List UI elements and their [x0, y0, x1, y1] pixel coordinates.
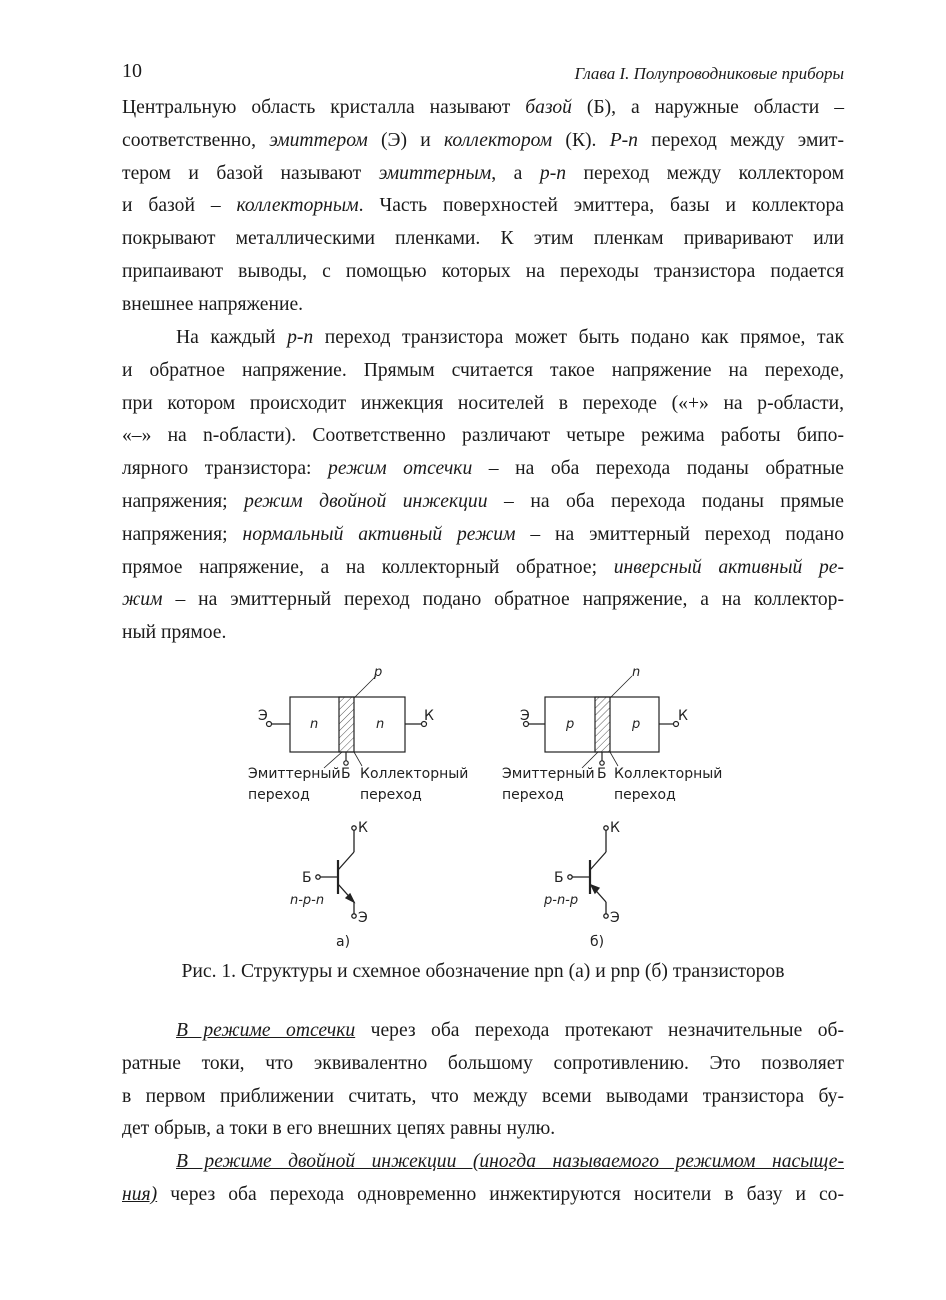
npn-base-region-label: p	[374, 665, 383, 680]
npn-emitter-region-label: n	[310, 717, 319, 732]
pnp-base-label: Б	[597, 766, 607, 782]
npn-collector-region-label: n	[376, 717, 385, 732]
pnp-type-label: p-n-p	[544, 893, 579, 908]
npn-collector-label: К	[424, 708, 434, 724]
npn-collector-junction-label: Коллекторный	[360, 766, 469, 782]
pnp-n-leader	[610, 676, 632, 698]
npn-collector-junction-label-2: переход	[360, 787, 422, 803]
npn-sym-base-label: Б	[302, 870, 312, 886]
npn-emitter-junction-label: Эмиттерный	[248, 766, 341, 782]
npn-structure	[267, 676, 427, 768]
text-line: припаивают выводы, с помощью которых на переходы транзистора подается	[122, 260, 844, 282]
text-line: внешнее напряжение.	[122, 293, 304, 315]
text-line: соответственно, эмиттером (Э) и коллектором (К). P-n переход между эмит-	[122, 129, 844, 151]
text-line: тером и базой называют эмиттерным, а p-n переход между коллектором	[122, 162, 844, 184]
text-line: ратные токи, что эквивалентно большому сопротивлению. Это позволяет	[122, 1052, 844, 1074]
text-line: лярного транзистора: режим отсечки – на оба перехода поданы обратные	[122, 458, 844, 480]
pnp-collector-junction-label: Коллекторный	[614, 766, 722, 782]
npn-sym-emitter-terminal	[352, 914, 356, 918]
text-line: В режиме отсечки через оба перехода протекают незначительные об-	[176, 1020, 844, 1041]
pnp-emitter-region-label: p	[566, 717, 575, 732]
paragraph-1	[122, 92, 844, 322]
text-line: покрывают металлическими пленками. К этим пленкам приваривают или	[122, 228, 844, 250]
transistor-figure	[238, 662, 722, 952]
figure-sublabel-a: а)	[336, 934, 351, 950]
text-line: ный прямое.	[122, 622, 227, 644]
npn-base-terminal	[344, 761, 348, 765]
npn-sym-base-terminal	[316, 875, 320, 879]
npn-sym-collector-label: К	[358, 820, 368, 836]
text-line: В режиме двойной инжекции (иногда называемого режимом насыще-	[176, 1151, 844, 1172]
npn-sym-emitter-label: Э	[358, 910, 368, 926]
pnp-collector-label: К	[678, 708, 688, 724]
pnp-emitter-junction-label: Эмиттерный	[502, 766, 595, 782]
npn-sym-collector-terminal	[352, 826, 356, 830]
paragraph-3	[122, 1015, 844, 1146]
text-line: дет обрыв, а токи в его внешних цепях равны нулю.	[122, 1118, 556, 1140]
text-line: и обратное напряжение. Прямым считается такое напряжение на переходе,	[122, 359, 844, 381]
pnp-collector-junction-label-2: переход	[614, 787, 676, 803]
figure-caption: Рис. 1. Структуры и схемное обозначение npn (а) и pnp (б) транзисторов	[181, 961, 785, 982]
pnp-base-region	[595, 697, 610, 752]
pnp-sym-collector-label: К	[610, 820, 620, 836]
text-line: «–» на n-области). Соответственно различают четыре режима работы бипо-	[122, 425, 844, 447]
pnp-collector-region-label: p	[632, 717, 641, 732]
text-line: напряжения; режим двойной инжекции – на оба перехода поданы прямые	[122, 490, 844, 512]
text-line: прямое напряжение, а на коллекторный обратное; инверсный активный ре-	[122, 556, 844, 578]
text-line: жим – на эмиттерный переход подано обратное напряжение, а на коллектор-	[122, 589, 844, 611]
text-line: при котором происходит инжекция носителей в переходе («+» на p-области,	[122, 392, 844, 414]
pnp-structure	[524, 676, 679, 768]
npn-collector-junction-leader	[354, 752, 362, 766]
running-header: Глава I. Полупроводниковые приборы	[574, 64, 844, 83]
npn-emitter-junction-label-2: переход	[248, 787, 310, 803]
npn-base-label: Б	[341, 766, 351, 782]
text-line: На каждый p-n переход транзистора может быть подано как прямое, так	[176, 327, 844, 348]
npn-base-region	[339, 697, 354, 752]
text-line: и базой – коллекторным. Часть поверхностей эмиттера, базы и коллектора	[122, 195, 844, 217]
text-line: ния) через оба перехода одновременно инжектируются носители в базу и со-	[122, 1183, 844, 1205]
pnp-sym-base-label: Б	[554, 870, 564, 886]
npn-emitter-label: Э	[258, 708, 268, 724]
npn-p-leader	[354, 676, 376, 698]
transistor-diagram	[238, 662, 722, 952]
pnp-sym-collector-line	[590, 852, 606, 870]
paragraph-4	[122, 1146, 844, 1212]
pnp-sym-emitter-label: Э	[610, 910, 620, 926]
pnp-base-region-label: n	[632, 665, 641, 680]
page-number: 10	[122, 60, 142, 82]
pnp-sym-emitter-terminal	[604, 914, 608, 918]
text-line: в первом приближении считать, что между всеми выводами транзистора бу-	[122, 1085, 844, 1107]
pnp-collector-junction-leader	[610, 752, 618, 766]
npn-sym-collector-line	[338, 852, 354, 870]
npn-type-label: n-p-n	[290, 893, 325, 908]
pnp-sym-collector-terminal	[604, 826, 608, 830]
paragraph-2	[122, 322, 844, 650]
pnp-emitter-junction-label-2: переход	[502, 787, 564, 803]
text-line: напряжения; нормальный активный режим – на эмиттерный переход подано	[122, 523, 844, 545]
figure-sublabel-b: б)	[590, 934, 605, 950]
pnp-emitter-label: Э	[520, 708, 530, 724]
text-line: Центральную область кристалла называют базой (Б), а наружные области –	[122, 97, 844, 118]
pnp-sym-base-terminal	[568, 875, 572, 879]
pnp-base-terminal	[600, 761, 604, 765]
